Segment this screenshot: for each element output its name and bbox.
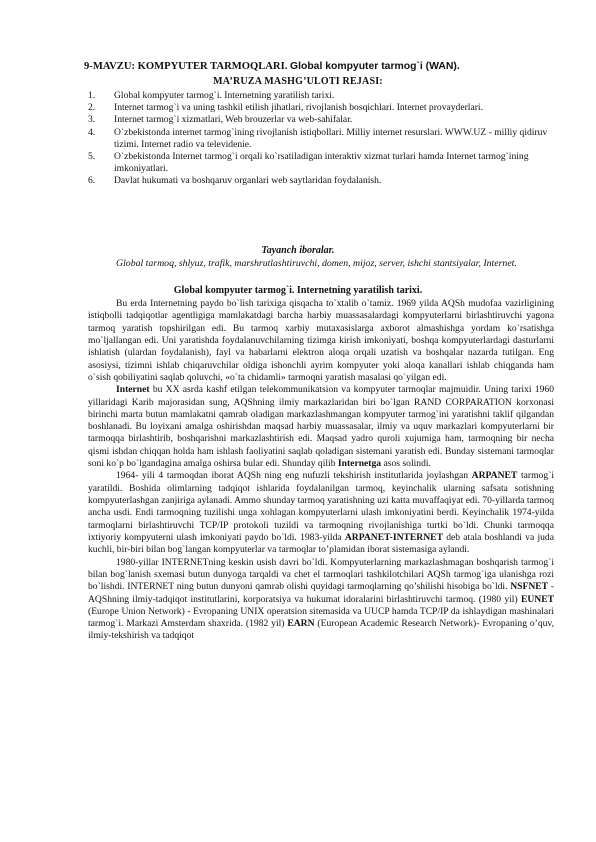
plan-item: 5. O`zbekistonda Internet tarmog`i orqali ko`rsatiladigan interaktiv xizmat turlari hamda Internet tarmog`ining imkoniyatlari. (88, 151, 529, 175)
plan-item: 3. Internet tarmog`i xizmatlari, Web brouzerlar va web-sahifalar. (88, 114, 353, 126)
paragraph: 1980-yillar INTERNETning keskin usish davri bo`ldi. Kompyuterlarning markazlashmagan boshqarish tarmog`i bilan bog`lanish sxemasi butun dunyoga tarqaldi va chet el tarmoqlari tashkilotchilari AQSh tarmog`iga ulanishga rozi bo`lishdi. INTERNET ning butun dunyoni qamrab olishi quyidagi tarmoqlarning qo’shilishi hisobiga bo`ldi. NSFNET - AQShning ilmiy-tadqiqot institutlarini, korporatsiya va hukumat idoralarini birlashtiruvchi tarmoq. (1980 yil) EUNET (Europe Union Network) - Evropaning UNIX operatsion sitemasida va UUCP hamda TCP/IP da ishlaydigan mashinalari tarmog`i. Markazi Amsterdam shaxrida. (1982 yil) EARN (European Academic Research Network)- Evropaning o’quv, ilmiy-tekshirish va tadqiqot (88, 556, 555, 642)
section-heading: Global kompyuter tarmog`i. Internetning yaratilish tarixi. (173, 285, 423, 296)
lecture-title (84, 61, 564, 72)
plan-item: 4. O`zbekistonda internet tarmog`ining rivojlanish istiqbollari. Milliy internet resurslari. WWW.UZ - milliy qidiruv tizimi. Internet radio va televidenie. (88, 126, 548, 150)
keywords-text: Global tarmoq, shlyuz, trafik, marshrutlashtiruvchi, domen, mijoz, server, ishchi stantsiyalar, Internet. (116, 258, 517, 269)
paragraph: Bu erda Internetning paydo bo`lish tarixiga qisqacha to`xtalib o`tamiz. 1969 yilda AQSh mudofaa vazirligining istiqbolli tadqiqotlar agentligiga mamlakatdagi barcha harbiy muassasalardagi kompyuterlarni birlashtiruvchi yagona tarmoq yaratish topshirilgan edi. Bu tarmoq xarbiy mutaxasislarga axborot almashishga yordam ko`rsatishga mo`ljallangan edi. Uni yaratishda foydalanuvchilarning tizimga kirish imkoniyati, boshqa kompyuterlardagi dasturlarni ishlatish (ulardan foydalanish), fayl va habarlarni elektron aloqa orqali uzatish va boshqalar nazarda tutilgan. Eng asosiysi, tizimni ishlab chiqaruvchilar oldiga ishonchli ayrim kompyuter yoki aloqa kanallari ishlab chiqganda ham o`sish qobiliyatini saqlab qoluvchi, «o`ta chidamli» tarmoqni yaratish masalasi qo`yilgan edi. (88, 298, 554, 383)
body-text (88, 298, 554, 643)
keywords-heading: Tayanch iboralar. (261, 245, 335, 256)
plan-item: 2. Internet tarmog`i va uning tashkil etilish jihatlari, rivojlanish bosqichlari. Internet provayderlari. (88, 102, 483, 114)
title-topic: 9-MAVZU: KOMPYUTER TARMOQLARI. (84, 61, 288, 72)
paragraph: Internet bu XX asrda kashf etilgan telekommunikatsion va kompyuter tarmoqlar majmuidir. Uning tarixi 1960 yillaridagi Karib majorasidan sung, AQShning ilmiy markazlaridan biri bo`lgan RAND CORPARATION korxonasi birinchi marta butun mamlakatni qamrab oladigan markazlashmangan kompyuter tarmog`ini yaratishni taklif qilgandan boshlanadi. Bu loyixani amalga oshirishdan maqsad harbiy muassasalar, ilmiy va uquv markazlari kompyuterlarni bir tarmoqqa birlashtirib, boshqarishni markazlashtirish edi. Maqsad yadro quroli xujumiga ham, tarmoqning bir necha qismi ishdan chiqqan holda ham ishlash faoliyatini saqlab qoladigan sistemani yaratish edi. Bunday sistemani tarmoqlar soni ko`p bo`lgandagina amalga oshirsa bular edi. Shunday qilib Internetga asos solindi. (88, 384, 554, 470)
paragraph: 1964- yili 4 tarmoqdan iborat AQSh ning eng nufuzli tekshirish institutlarida joylashgan ARPANET tarmog`i yaratildi. Boshida olimlarning tadqiqot ishlarida foydalanilgan tarmoq, keyinchalik ularning safsata sotishning kompyuterlashgan zanjiriga aylanadi. Ammo shunday tarmoq yaratishning uzi katta muvaffaqiyat edi. 70-yillarda tarmoq ancha usdi. Endi tarmoqning tuzilishi unga xohlagan kompyuterlarni ulash imkoniyatini berdi. Keyinchalik 1974-yilda tarmoqlarni birlashtiruvchi TCP/IP protokoli tuzildi va tarmoqning rivojlanishiga turtki bo`ldi. Chunki tarmoqqa ixtiyoriy kompyuterni ulash imkoniyati paydo bo`ldi. 1983-yilda ARPANET-INTERNET deb atala boshlandi va juda kuchli, bir-biri bilan bog`langan kompyuterlar va tarmoqlar to’plamidan iborat sistemasiga aylandi. (88, 470, 554, 556)
plan-heading: MA’RUZA MASHG’ULOTI REJASI: (213, 76, 383, 87)
title-subject: Global kompyuter tarmog`i (WAN). (290, 61, 460, 72)
plan-item: 6. Davlat hukumati va boshqaruv organlari web saytlaridan foydalanish. (88, 175, 382, 187)
plan-item: 1. Global kompyuter tarmog`i. Internetning yaratilish tarixi. (88, 90, 335, 101)
plan-list (88, 90, 548, 188)
